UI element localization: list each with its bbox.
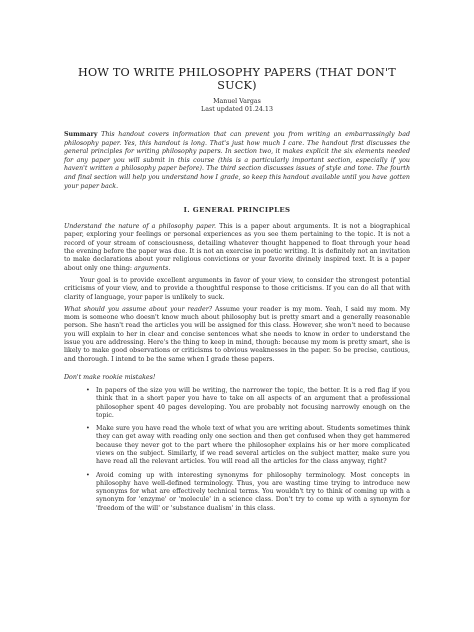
- last-updated: Last updated 01.24.13: [201, 106, 273, 113]
- list-item-text: In papers of the size you will be writing, the narrower the topic, the better. It is a red flag if you think that in a short paper you have to take on all aspects of an argument that a professional philosopher spent 40 pages developing. You are probably not focusing narrowly enough on the topic.: [96, 386, 410, 419]
- bullet-icon: •: [86, 471, 90, 479]
- summary-label: Summary: [64, 131, 98, 138]
- paragraph-nature: [64, 223, 410, 273]
- paragraph-end: .: [168, 264, 171, 272]
- author-name: Manuel Vargas: [213, 98, 261, 105]
- paragraph-text: Assume your reader is my mom. Yeah, I said my mom. My mom is someone who doesn't know much about philosophy but is pretty smart and a generally reasonable person. She hasn't read the articles you will be assigned for this class. However, she won't need to because you will explain to her in clear and concise sentences what she needs to know in order to understand the issue you are addressing. Here's the thing to keep in mind, though: because my mom is pretty smart, she is likely to make good observations or criticisms to obvious weaknesses in the paper. So be precise, cautious, and thorough. I intend to be the same when I grade these papers.: [64, 305, 410, 363]
- rookie-mistakes-list: [64, 387, 410, 513]
- list-item-text: Make sure you have read the whole text of what you are writing about. Students sometimes think they can get away with reading only one section and then get confused when they get hammered because they never got to the part where the philosopher explains his or her more complicated views on the subject. Similarly, if we read several articles on the subject matter, make sure you have read all the relevant articles. You will read all the articles for the class anyway, right?: [96, 425, 410, 466]
- paragraph-reader: [64, 306, 410, 364]
- section-heading: I. GENERAL PRINCIPLES: [183, 206, 291, 215]
- summary-paragraph: [64, 131, 410, 191]
- document-title: HOW TO WRITE PHILOSOPHY PAPERS (THAT DON'T SUCK): [78, 66, 396, 92]
- list-item: [86, 472, 410, 513]
- list-item: [86, 387, 410, 420]
- paragraph-goal: Your goal is to provide excellent arguments in favor of your view, to consider the strongest potential criticisms of your view, and to provide a thoughtful response to those criticisms. If you can do all that with clarity of language, your paper is unlikely to suck.: [64, 276, 410, 301]
- bullet-icon: •: [86, 386, 90, 394]
- list-item-text: Avoid coming up with interesting synonyms for philosophy terminology. Most concepts in philosophy have well-defined terminology. Thus, you are wasting time trying to introduce new synonyms for what are effectively technical terms. You wouldn't try to think of coming up with a synonym for 'enzyme' or 'molecule' in a science class. Don't try to come up with a synonym for 'freedom of the will' or 'substance dualism' in this class.: [96, 471, 410, 512]
- paragraph-lead: Understand the nature of a philosophy paper.: [64, 223, 217, 231]
- list-item: [86, 425, 410, 466]
- bullet-icon: •: [86, 425, 90, 433]
- paragraph-text: This is a paper about arguments. It is not a biographical paper, exploring your feelings or personal experiences as you see them pertaining to the topic. It is not a record of your stream of consciousness, detailing whatever thought happened to float through your head the evening before the paper was due. It is not an exercise in poetic writing. It is definitely not an invitation to make declarations about your religious convictions or your favorite divinely inspired text. It is a paper about only one thing:: [64, 223, 410, 272]
- rookie-mistakes-heading: Don't make rookie mistakes!: [64, 373, 156, 381]
- paragraph-lead: What should you assume about your reader?: [64, 305, 213, 313]
- emphasis-word: arguments: [133, 264, 169, 272]
- summary-text: This handout covers information that can prevent you from writing an embarrassingly bad philosophy paper. Yes, this handout is long. That's just how much I care. The handout first discusses the general principles for writing philosophy papers. In section two, it makes explicit the six elements needed for any paper you will submit in this course (this is a particularly important section, especially if you haven't written a philosophy paper before). The third section discusses issues of style and tone. The fourth and final section will help you understand how I grade, so keep this handout available until you have gotten your paper back.: [64, 131, 410, 190]
